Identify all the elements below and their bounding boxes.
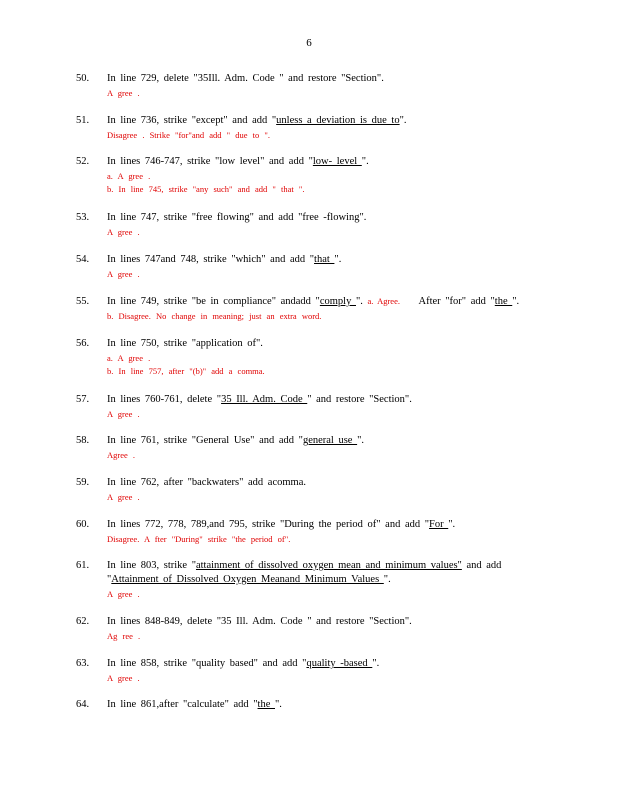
item-text: In line 749, strike "be in compliance" andadd "comply ". a. Agree. After "for" add "the ". [107,296,520,307]
item-response: A gree . [107,673,140,683]
item-response: A gree . [107,409,140,419]
item-number: 55. [76,296,90,307]
item-text: In line 762, after "backwaters" add acomma. [107,477,306,488]
item-text: In lines 747and 748, strike "which" and add "that ". [107,254,342,265]
item-response: Ag ree . [107,631,141,641]
item-number: 63. [76,658,90,669]
item-number: 58. [76,435,90,446]
item-number: 59. [76,477,90,488]
item-number: 53. [76,212,90,223]
item-number: 62. [76,616,90,627]
item-response: Disagree. A fter "During" strike "the period of". [107,534,291,544]
item-response: Disagree . Strike "for"and add " due to ". [107,130,270,140]
item-text: In line 761, strike "General Use" and add "general use ". [107,435,365,446]
item-response: A gree . [107,589,140,599]
page-number: 6 [306,37,312,49]
item-text: In lines 772, 778, 789,and 795, strike "During the period of" and add "For ". [107,519,456,530]
item-response: b. In line 745, strike "any such" and add " that ". [107,184,305,194]
item-text: In line 750, strike "application of". [107,338,263,349]
item-response: A gree . [107,227,140,237]
item-text: In line 729, delete "35Ill. Adm. Code " and restore "Section". [107,73,384,84]
item-number: 51. [76,115,90,126]
item-number: 61. [76,560,90,571]
item-number: 57. [76,394,90,405]
item-text: In lines 848-849, delete "35 Ill. Adm. Code " and restore "Section". [107,616,412,627]
item-response: a. A gree . [107,353,151,363]
item-text: In line 803, strike "attainment of dissolved oxygen mean and minimum values" and add [107,560,502,571]
item-number: 56. [76,338,90,349]
item-response: A gree . [107,492,140,502]
item-response: b. In line 757, after "(b)" add a comma. [107,366,265,376]
item-response: A gree . [107,269,140,279]
item-text: In line 736, strike "except" and add "unless a deviation is due to". [107,115,407,126]
item-text: In line 747, strike "free flowing" and add "free -flowing". [107,212,367,223]
item-response: A gree . [107,88,140,98]
item-text: In line 861,after "calculate" add "the ". [107,699,282,710]
item-number: 60. [76,519,90,530]
item-number: 54. [76,254,90,265]
item-number: 52. [76,156,90,167]
item-number: 64. [76,699,90,710]
item-response: b. Disagree. No change in meaning; just an extra word. [107,311,322,321]
item-text: In line 858, strike "quality based" and add "quality -based ". [107,658,380,669]
item-response: Agree . [107,450,136,460]
item-response: a. A gree . [107,171,151,181]
item-text: In lines 746-747, strike "low level" and add "low- level ". [107,156,369,167]
item-text: "Attainment of Dissolved Oxygen Meanand Minimum Values ". [107,574,391,585]
item-number: 50. [76,73,90,84]
item-text: In lines 760-761, delete "35 Ill. Adm. Code " and restore "Section". [107,394,412,405]
